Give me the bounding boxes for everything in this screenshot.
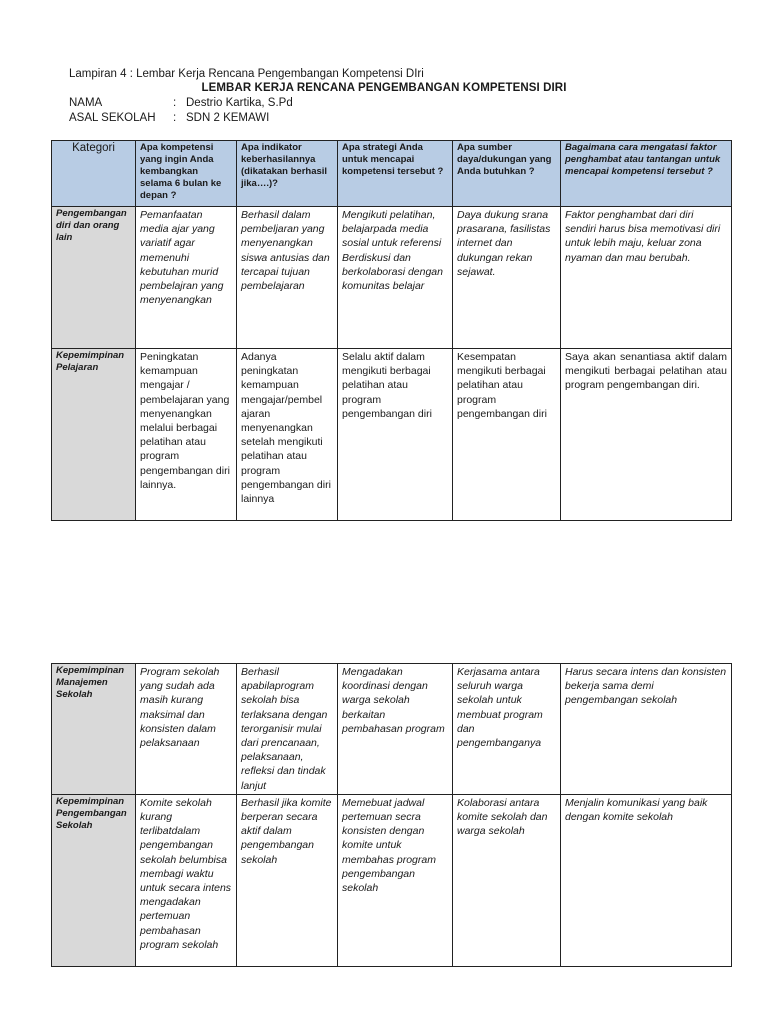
table-row — [52, 207, 732, 349]
column-header-penghambat: Bagaimana cara mengatasi faktor penghambat atau tantangan untuk mencapai kompetensi tersebut ? — [561, 141, 732, 207]
cell-indikator: Berhasil dalam pembeljaran yang menyenangkan siswa antusias dan tercapai tujuan pembelajaran — [237, 207, 338, 349]
row-category: Kepemimpinan Manajemen Sekolah — [52, 664, 136, 795]
cell-indikator: Berhasil jika komite berperan secara aktif dalam pengembangan sekolah — [237, 794, 338, 966]
cell-penghambat: Saya akan senantiasa aktif dalam mengikuti berbagai pelatihan atau program pengembangan diri. — [561, 349, 732, 521]
cell-sumber: Kesempatan mengikuti berbagai pelatihan atau program pengembangan diri — [453, 349, 561, 521]
nama-colon: : — [173, 97, 177, 109]
cell-kompetensi: Komite sekolah kurang terlibatdalam pengembangan sekolah belumbisa membagi waktu untuk secara intens mengadakan pertemuan pembahasan program sekolah — [136, 794, 237, 966]
plan-table-page-2 — [51, 663, 732, 967]
document-title: LEMBAR KERJA RENCANA PENGEMBANGAN KOMPETENSI DIRI — [201, 82, 567, 94]
cell-sumber: Daya dukung srana prasarana, fasilistas internet dan dukungan rekan sejawat. — [453, 207, 561, 349]
cell-kompetensi: Peningkatan kemampuan mengajar / pembelajaran yang menyenangkan melalui berbagai pelatihan atau program pengembangan diri lainnya. — [136, 349, 237, 521]
cell-strategi: Memebuat jadwal pertemuan secra konsisten dengan komite untuk membahas program pengembangan sekolah — [338, 794, 453, 966]
cell-penghambat: Faktor penghambat dari diri sendiri harus bisa memotivasi diri untuk lebih maju, keluar zona nyaman dan mau berubah. — [561, 207, 732, 349]
cell-strategi: Mengadakan koordinasi dengan warga sekolah berkaitan pembahasan program — [338, 664, 453, 795]
sekolah-colon: : — [173, 112, 177, 124]
sekolah-value: SDN 2 KEMAWI — [186, 112, 270, 124]
cell-strategi: Selalu aktif dalam mengikuti berbagai pelatihan atau program pengembangan diri — [338, 349, 453, 521]
column-header-indikator: Apa indikator keberhasilannya (dikatakan berhasil jika….)? — [237, 141, 338, 207]
cell-strategi: Mengikuti pelatihan, belajarpada media sosial untuk referensi Berdiskusi dan berkolaborasi dengan komunitas belajar — [338, 207, 453, 349]
plan-table-page-1 — [51, 140, 732, 521]
cell-kompetensi: Pemanfaatan media ajar yang variatif agar memenuhi kebutuhan murid pembelajran yang menyenangkan — [136, 207, 237, 349]
table-row — [52, 349, 732, 521]
cell-indikator: Berhasil apabilaprogram sekolah bisa terlaksana dengan terorganisir mulai dari prencanaan, pelaksanaan, refleksi dan tindak lanjut — [237, 664, 338, 795]
row-category: Kepemimpinan Pelajaran — [52, 349, 136, 521]
cell-penghambat: Menjalin komunikasi yang baik dengan komite sekolah — [561, 794, 732, 966]
table-row — [52, 794, 732, 966]
row-category: Kepemimpinan Pengembangan Sekolah — [52, 794, 136, 966]
row-category: Pengembangan diri dan orang lain — [52, 207, 136, 349]
table-header-row — [52, 141, 732, 207]
column-header-kompetensi: Apa kompetensi yang ingin Anda kembangkan selama 6 bulan ke depan ? — [136, 141, 237, 207]
nama-label: NAMA — [69, 97, 103, 109]
cell-sumber: Kerjasama antara seluruh warga sekolah untuk membuat program dan pengembanganya — [453, 664, 561, 795]
column-header-strategi: Apa strategi Anda untuk mencapai kompetensi tersebut ? — [338, 141, 453, 207]
nama-value: Destrio Kartika, S.Pd — [186, 97, 293, 109]
column-header-sumber: Apa sumber daya/dukungan yang Anda butuhkan ? — [453, 141, 561, 207]
cell-kompetensi: Program sekolah yang sudah ada masih kurang maksimal dan konsisten dalam pelaksanaan — [136, 664, 237, 795]
cell-sumber: Kolaborasi antara komite sekolah dan warga sekolah — [453, 794, 561, 966]
attachment-caption: Lampiran 4 : Lembar Kerja Rencana Pengembangan Kompetensi DIri — [69, 68, 424, 80]
column-header-kategori: Kategori — [52, 141, 136, 207]
cell-indikator: Adanya peningkatan kemampuan mengajar/pembel ajaran menyenangkan setelah mengikuti pelatihan atau program pengembangan diri lainnya — [237, 349, 338, 521]
table-row — [52, 664, 732, 795]
sekolah-label: ASAL SEKOLAH — [69, 112, 156, 124]
cell-penghambat: Harus secara intens dan konsisten bekerja sama demi pengembangan sekolah — [561, 664, 732, 795]
